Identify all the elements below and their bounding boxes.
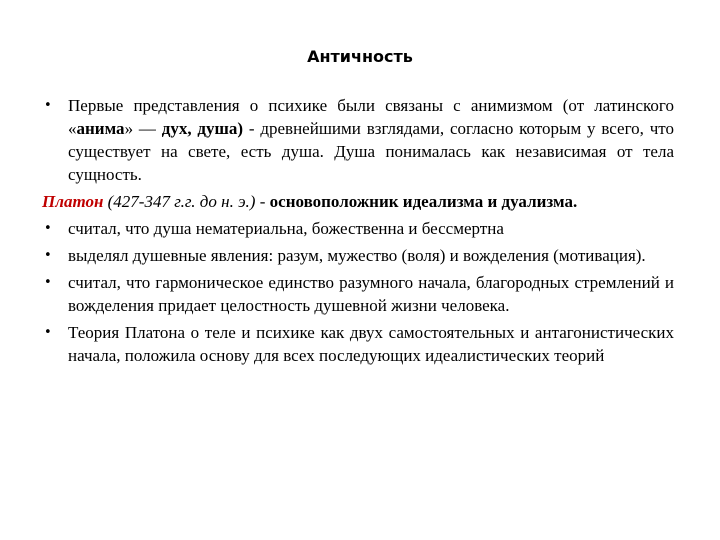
- plato-role: основоположник идеализма и дуализма.: [269, 192, 578, 211]
- bullet-soul-immaterial: [42, 217, 674, 240]
- slide-content: [42, 94, 674, 371]
- bullet-text: Теория Платона о теле и психике как двух самостоятельных и антагонистических начала, положила основу для всех последующих идеалистических теорий: [68, 323, 674, 365]
- bullet-plato-theory: [42, 321, 674, 367]
- bullet-dot-icon: •: [44, 221, 52, 236]
- bullet-harmony: [42, 271, 674, 317]
- bullet-text: считал, что гармоническое единство разумного начала, благородных стремлений и вожделения придает целостность душевной жизни человека.: [68, 273, 674, 315]
- bullet-dot-icon: •: [44, 98, 52, 113]
- bullet-dot-icon: •: [44, 275, 52, 290]
- bullet-text: выделял душевные явления: разум, мужество (воля) и вожделения (мотивация).: [68, 246, 646, 265]
- slide-title: Античность: [307, 47, 413, 66]
- plato-name: Платон: [42, 192, 104, 211]
- bullet-dot-icon: •: [44, 325, 52, 340]
- plato-dates: (427-347 г.г. до н. э.): [103, 192, 256, 211]
- bullet-text: считал, что душа нематериальна, божественна и бессмертна: [68, 219, 504, 238]
- bullet-animism: [42, 94, 674, 186]
- bullet-dot-icon: •: [44, 248, 52, 263]
- animism-text-2: » —: [124, 119, 162, 138]
- animism-text-3: - древнейшими взглядами, согласно которым у всего, что существует на свете, есть душа. Душа понималась как независимая от тела сущность.: [68, 119, 674, 184]
- bullet-soul-phenomena: [42, 244, 674, 267]
- animism-text-1: Первые представления о психике были связаны с анимизмом (от латинского «: [68, 96, 674, 138]
- plato-dash: -: [255, 192, 270, 211]
- plato-heading-line: [42, 190, 674, 213]
- anima-term: анима: [76, 119, 125, 138]
- dukh-term: дух, душа): [161, 119, 244, 138]
